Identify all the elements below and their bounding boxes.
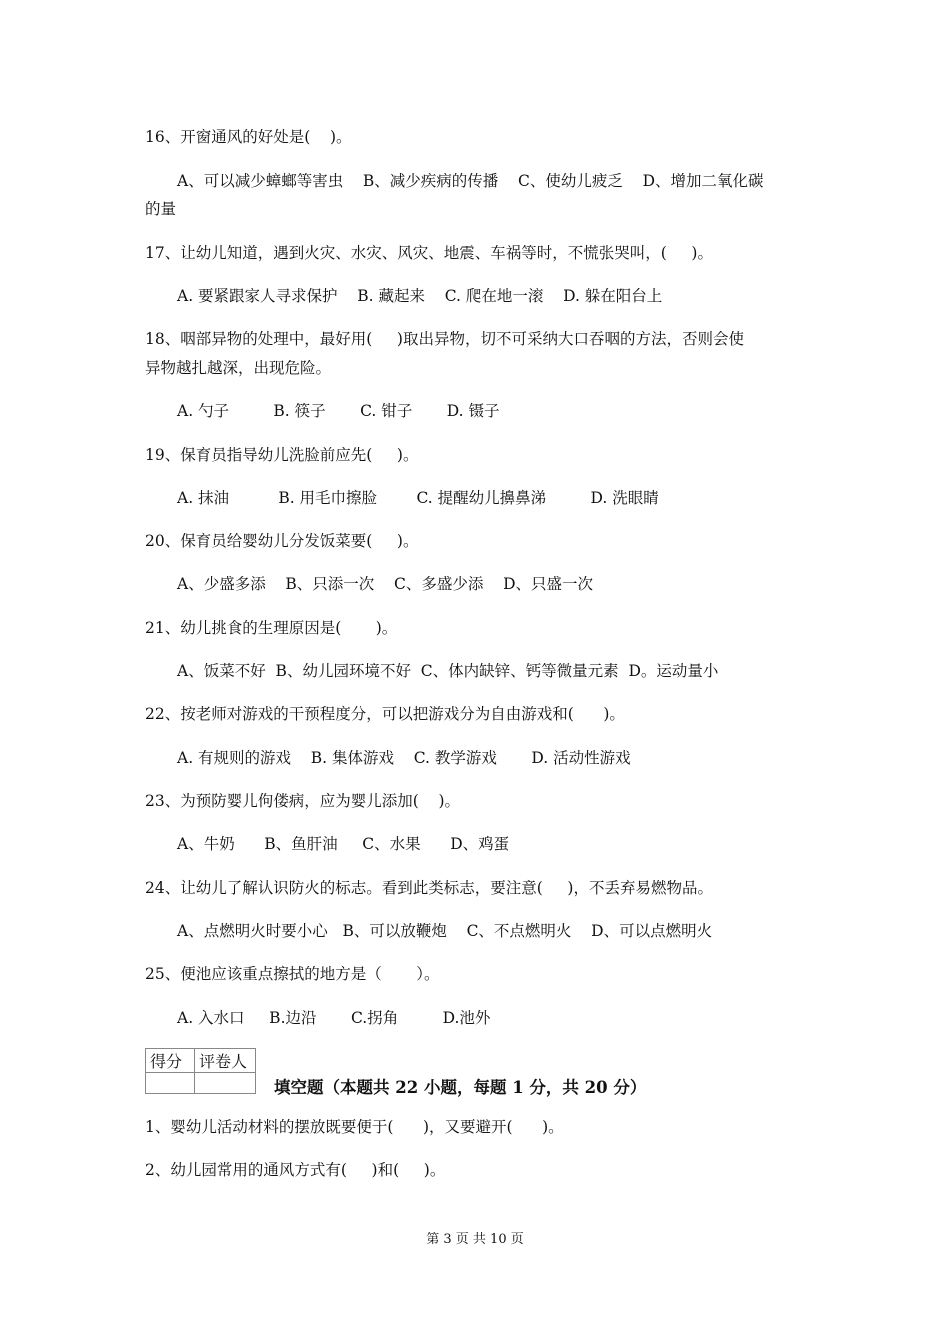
question-20-stem: 20、保育员给婴幼儿分发饭菜要( )。 [145, 532, 419, 550]
question-19-options: A. 抹油 B. 用毛巾擦脸 C. 提醒幼儿擤鼻涕 D. 洗眼睛 [177, 489, 659, 507]
grader-label: 评卷人 [195, 1049, 256, 1073]
fill-in-question-2: 2、幼儿园常用的通风方式有( )和( )。 [145, 1161, 446, 1179]
question-17-stem: 17、让幼儿知道，遇到火灾、水灾、风灾、地震、车祸等时，不慌张哭叫，( )。 [145, 244, 713, 262]
question-16-stem: 16、开窗通风的好处是( )。 [145, 128, 352, 146]
question-21-options: A、饭菜不好 B、幼儿园环境不好 C、体内缺锌、钙等微量元素 D。运动量小 [177, 662, 719, 680]
question-16-options-cont: 的量 [145, 200, 177, 218]
question-16-options: A、可以减少蟑螂等害虫 B、减少疾病的传播 C、使幼儿疲乏 D、增加二氧化碳 [177, 172, 764, 190]
score-table [145, 1048, 256, 1094]
question-24-stem: 24、让幼儿了解认识防火的标志。看到此类标志，要注意( )，不丢弃易燃物品。 [145, 879, 713, 897]
question-18-stem: 18、咽部异物的处理中，最好用( )取出异物，切不可采纳大口吞咽的方法，否则会使 [145, 330, 744, 348]
score-label: 得分 [146, 1049, 195, 1073]
question-20-options: A、少盛多添 B、只添一次 C、多盛少添 D、只盛一次 [177, 575, 593, 593]
score-cell [146, 1073, 195, 1094]
question-22-options: A. 有规则的游戏 B. 集体游戏 C. 教学游戏 D. 活动性游戏 [177, 749, 631, 767]
fill-in-question-1: 1、婴幼儿活动材料的摆放既要便于( )，又要避开( )。 [145, 1118, 564, 1136]
question-24-options: A、点燃明火时要小心 B、可以放鞭炮 C、不点燃明火 D、可以点燃明火 [177, 922, 713, 940]
question-18-stem-cont: 异物越扎越深，出现危险。 [145, 359, 332, 377]
question-22-stem: 22、按老师对游戏的干预程度分，可以把游戏分为自由游戏和( )。 [145, 705, 625, 723]
question-18-options: A. 勺子 B. 筷子 C. 钳子 D. 镊子 [177, 402, 500, 420]
question-25-stem: 25、便池应该重点擦拭的地方是（ ）。 [145, 965, 440, 983]
grader-cell [195, 1073, 256, 1094]
question-23-options: A、牛奶 B、鱼肝油 C、水果 D、鸡蛋 [177, 835, 510, 853]
question-25-options: A. 入水口 B.边沿 C.拐角 D.池外 [177, 1009, 491, 1027]
page-footer: 第 3 页 共 10 页 [426, 1232, 524, 1247]
question-23-stem: 23、为预防婴儿佝偻病，应为婴儿添加( )。 [145, 792, 461, 810]
section-title: 填空题（本题共 22 小题，每题 1 分，共 20 分） [274, 1078, 647, 1097]
question-19-stem: 19、保育员指导幼儿洗脸前应先( )。 [145, 446, 419, 464]
question-21-stem: 21、幼儿挑食的生理原因是( )。 [145, 619, 398, 637]
question-17-options: A. 要紧跟家人寻求保护 B. 藏起来 C. 爬在地一滚 D. 躲在阳台上 [177, 287, 663, 305]
